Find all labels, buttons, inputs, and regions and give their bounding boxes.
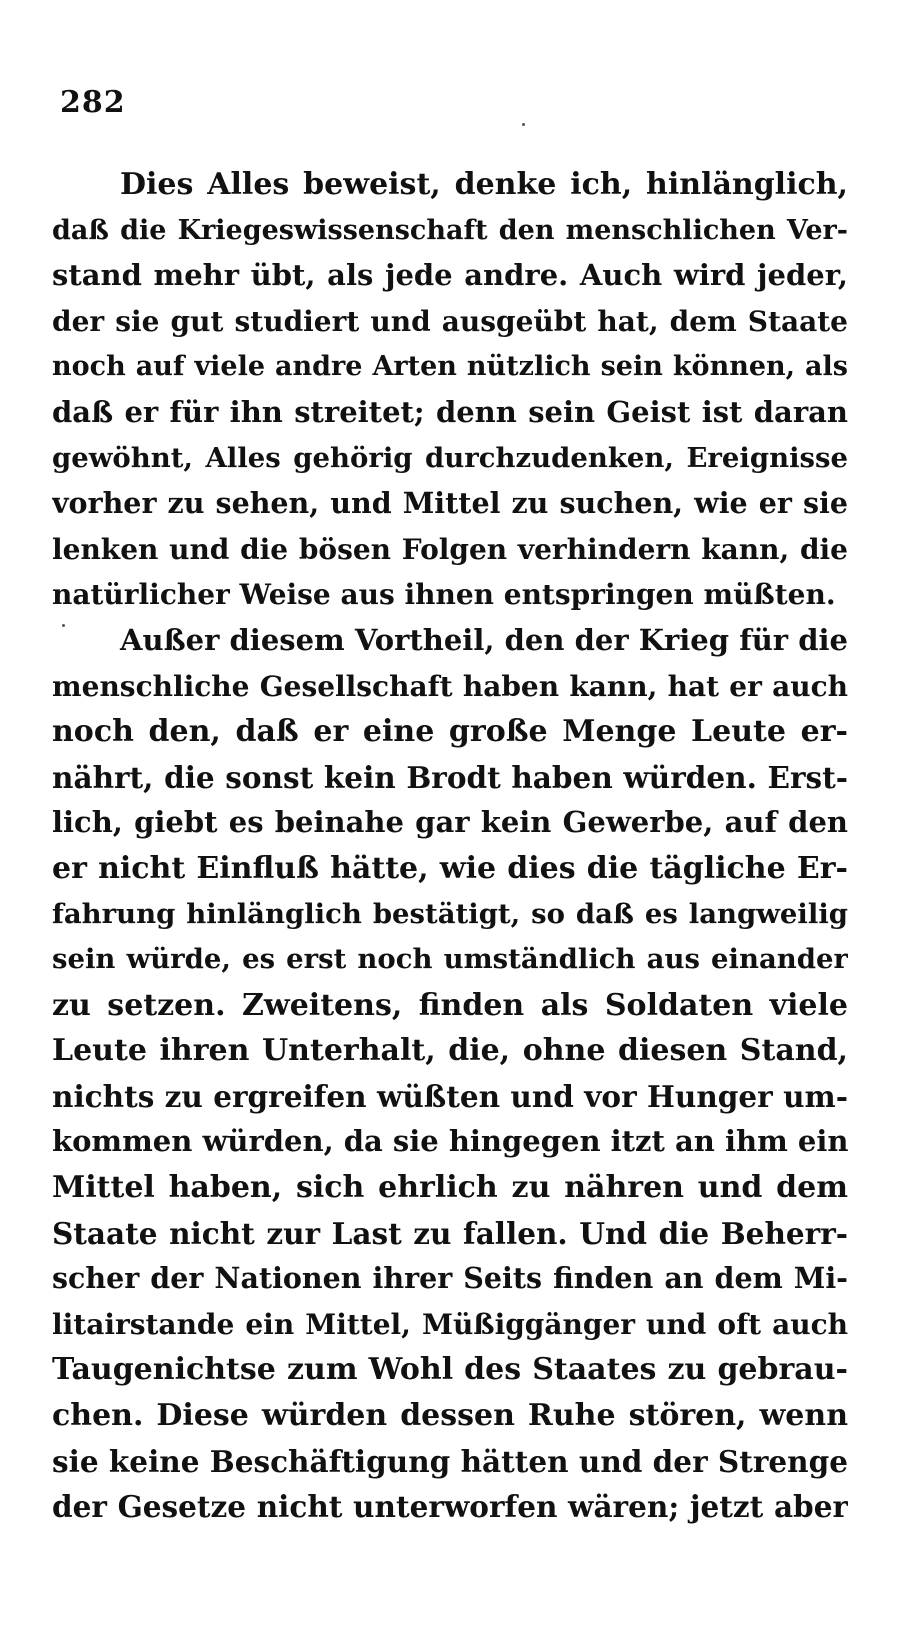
paragraph [52,618,848,1530]
text-line: vorher zu sehen, und Mittel zu suchen, wie er sie [52,486,848,521]
text-line: zu setzen. Zweitens, finden als Soldaten viele [52,987,848,1023]
text-line: er nicht Einfluß hätte, wie dies die tägliche Er- [52,850,848,886]
text-line: nichts zu ergreifen wüßten und vor Hunger um- [52,1078,848,1114]
text-line: Leute ihren Unterhalt, die, ohne diesen Stand, [52,1033,848,1069]
text-line: chen. Diese würden dessen Ruhe stören, wenn [52,1398,848,1434]
paragraph [52,162,848,618]
text-line: kommen würden, da sie hingegen itzt an ihm ein [52,1124,848,1159]
text-line: Taugenichtse zum Wohl des Staates zu gebrau- [52,1352,848,1388]
text-line: nährt, die sonst kein Brodt haben würden. Erst- [52,759,848,795]
text-line: litairstande ein Mittel, Müßiggänger und oft auch [52,1307,848,1341]
text-line: der Gesetze nicht unterworfen wären; jetzt aber [52,1489,848,1525]
text-line: noch auf viele andre Arten nützlich sein können, als [52,351,848,383]
text-line: sie keine Beschäftigung hätten und der Strenge [52,1443,848,1479]
text-line: stand mehr übt, als jede andre. Auch wird jeder, [52,258,848,293]
text-line: Staate nicht zur Last zu fallen. Und die Beherr- [52,1215,848,1251]
text-line: natürlicher Weise aus ihnen entspringen müßten. [52,578,836,612]
scan-speck [522,123,525,126]
text-line: Dies Alles beweist, denke ich, hinlänglich, [120,167,848,202]
text-line: fahrung hinlänglich bestätigt, so daß es langweilig [52,897,848,930]
text-line: menschliche Gesellschaft haben kann, hat er auch [52,669,848,703]
text-line: der sie gut studiert und ausgeübt hat, dem Staate [52,304,848,338]
text-line: lenken und die bösen Folgen verhindern kann, die [52,532,848,566]
text-line: lich, giebt es beinahe gar kein Gewerbe, auf den [52,805,848,840]
text-line: Mittel haben, sich ehrlich zu nähren und dem [52,1170,848,1206]
text-line: daß die Kriegeswissenschaft den menschlichen Ver- [52,214,848,246]
text-line: daß er für ihn streitet; denn sein Geist ist daran [52,394,848,429]
text-line: Außer diesem Vortheil, den der Krieg für die [120,622,848,657]
page-number: 282 [60,85,126,120]
text-line: scher der Nationen ihrer Seits finden an dem Mi- [52,1261,848,1296]
text-line: noch den, daß er eine große Menge Leute er- [52,714,848,750]
text-line: gewöhnt, Alles gehörig durchzudenken, Ereignisse [52,441,848,474]
text-line: sein würde, es erst noch umständlich aus einander [52,943,848,976]
body-text [52,162,848,1530]
